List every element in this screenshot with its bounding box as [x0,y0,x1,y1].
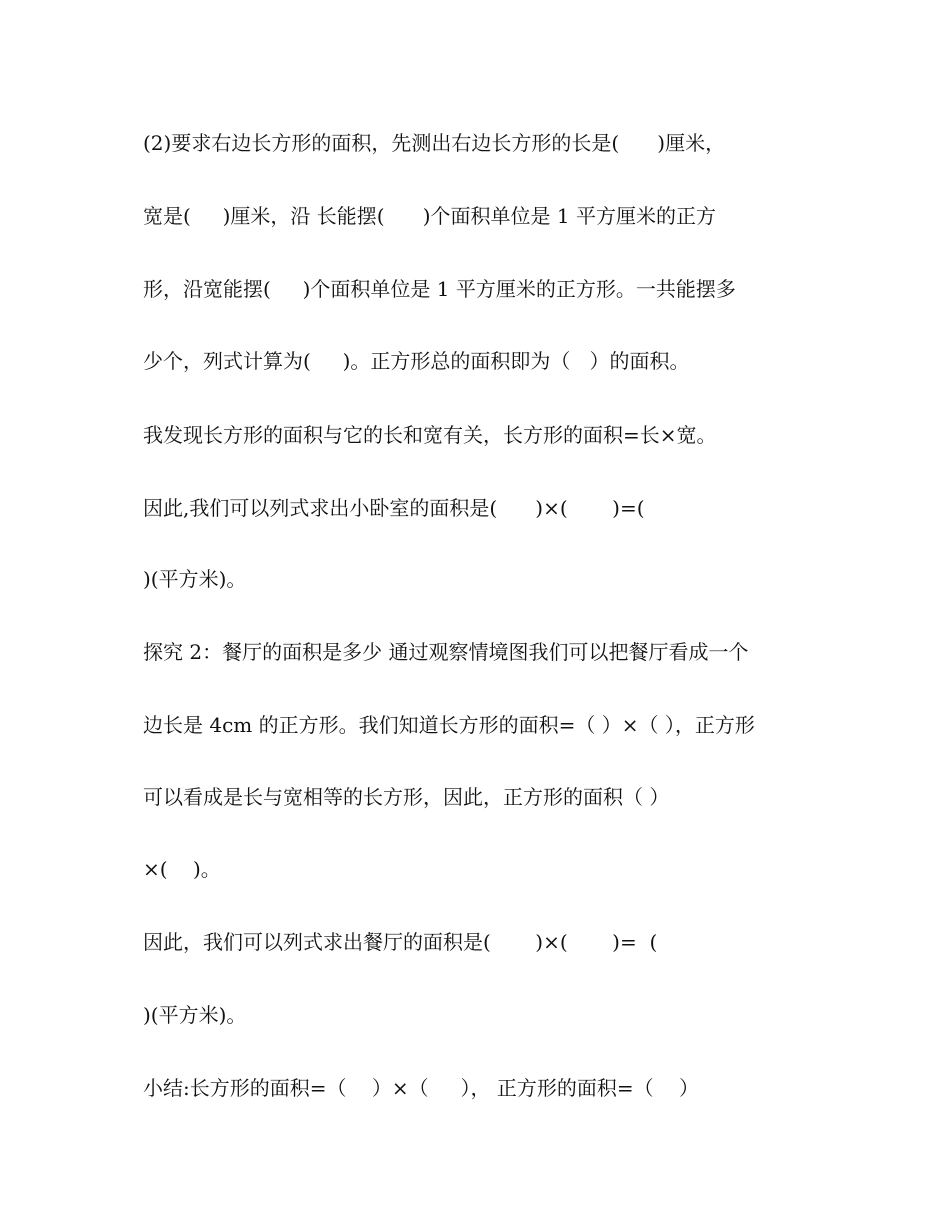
text-line-10: 可以看成是长与宽相等的长方形，因此，正方形的面积（ ） [143,785,670,809]
text-line-6: 因此,我们可以列式求出小卧室的面积是( )×( )=( [143,496,645,520]
text-line-5: 我发现长方形的面积与它的长和宽有关，长方形的面积=长×宽。 [143,423,717,447]
text-line-3: 形，沿宽能摆( )个面积单位是 1 平方厘米的正方形。一共能摆多 [143,277,736,301]
text-line-7: )(平方米)。 [143,567,247,591]
text-line-4: 少个，列式计算为( )。正方形总的面积即为（ ）的面积。 [143,349,690,373]
text-line-8: 探究 2：餐厅的面积是多少 通过观察情境图我们可以把餐厅看成一个 [143,640,749,664]
text-line-13: )(平方米)。 [143,1003,247,1027]
text-line-1: (2)要求右边长方形的面积，先测出右边长方形的长是( )厘米， [143,131,726,155]
text-line-12: 因此，我们可以列式求出餐厅的面积是( )×( )= ( [143,930,658,954]
text-line-11: ×( )。 [143,857,221,881]
text-line-2: 宽是( )厘米，沿 长能摆( )个面积单位是 1 平方厘米的正方 [143,204,716,228]
text-line-9: 边长是 4cm 的正方形。我们知道长方形的面积=（ ）×（ ），正方形 [143,713,755,737]
text-line-14: 小结:长方形的面积=（ ）×（ ）， 正方形的面积=（ ） [143,1076,700,1100]
